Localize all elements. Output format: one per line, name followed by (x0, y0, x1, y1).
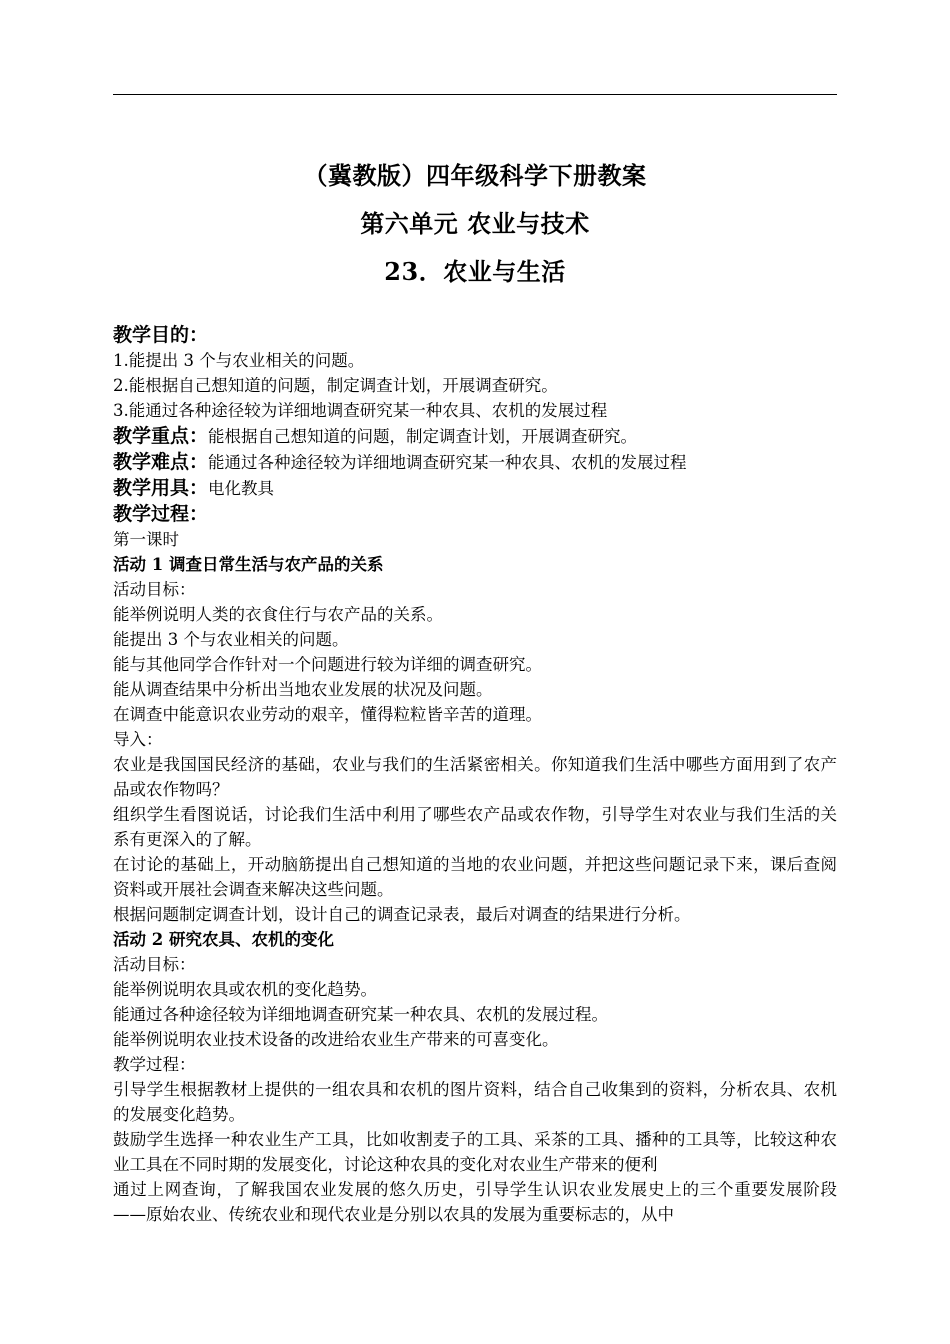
difficulty (113, 449, 837, 475)
activity1-goal: 能与其他同学合作针对一个问题进行较为详细的调查研究。 (113, 655, 542, 674)
process-heading: 教学过程： (113, 503, 209, 525)
difficulty-label: 教学难点： (113, 451, 209, 473)
intro-label: 导入： (113, 730, 163, 749)
activity1-goal: 能提出 3 个与农业相关的问题。 (113, 630, 349, 649)
activity2-goal: 能举例说明农具或农机的变化趋势。 (113, 980, 377, 999)
activity2-goal: 能通过各种途径较为详细地调查研究某一种农具、农机的发展过程。 (113, 1005, 608, 1024)
key-point-text: 能根据自己想知道的问题，制定调查计划，开展调查研究。 (208, 427, 638, 446)
objective-item: 2.能根据自己想知道的问题，制定调查计划，开展调查研究。 (113, 376, 558, 395)
activity1-goal: 能从调查结果中分析出当地农业发展的状况及问题。 (113, 680, 493, 699)
tools-label: 教学用具： (113, 477, 209, 499)
activity2-paragraph: 通过上网查询，了解我国农业发展的悠久历史，引导学生认识农业发展史上的三个重要发展阶段——原始农业、传统农业和现代农业是分别以农具的发展为重要标志的，从中 (113, 1180, 837, 1224)
objective-item: 3.能通过各种途径较为详细地调查研究某一种农具、农机的发展过程 (113, 401, 608, 420)
activity2-title: 活动 2 研究农具、农机的变化 (113, 930, 334, 949)
lesson-period-label: 第一课时 (113, 530, 179, 549)
tools-text: 电化教具 (208, 479, 275, 498)
activity1-paragraph: 在讨论的基础上，开动脑筋提出自己想知道的当地的农业问题，并把这些问题记录下来，课后查阅资料或开展社会调查来解决这些问题。 (113, 855, 837, 899)
activity1-title: 活动 1 调查日常生活与农产品的关系 (113, 555, 384, 574)
activity2-goal-label: 活动目标： (113, 955, 196, 974)
activity1-paragraph: 农业是我国国民经济的基础，农业与我们的生活紧密相关。你知道我们生活中哪些方面用到了农产品或农作物吗？ (113, 755, 837, 799)
objective-item: 1.能提出 3 个与农业相关的问题。 (113, 351, 365, 370)
difficulty-text: 能通过各种途径较为详细地调查研究某一种农具、农机的发展过程 (208, 453, 687, 472)
title-block (113, 152, 837, 296)
document-title: （冀教版）四年级科学下册教案 (303, 161, 647, 190)
lesson-title: 23．农业与生活 (384, 257, 566, 286)
activity2-process-label: 教学过程： (113, 1055, 196, 1074)
objectives-heading: 教学目的： (113, 324, 209, 346)
activity2-paragraph: 鼓励学生选择一种农业生产工具，比如收割麦子的工具、采茶的工具、播种的工具等，比较这种农业工具在不同时期的发展变化，讨论这种农具的变化对农业生产带来的便利 (113, 1130, 837, 1174)
activity2-goal: 能举例说明农业技术设备的改进给农业生产带来的可喜变化。 (113, 1030, 559, 1049)
activity1-paragraph: 组织学生看图说话，讨论我们生活中利用了哪些农产品或农作物，引导学生对农业与我们生活的关系有更深入的了解。 (113, 805, 837, 849)
teaching-tools (113, 475, 837, 501)
activity1-goal: 在调查中能意识农业劳动的艰辛，懂得粒粒皆辛苦的道理。 (113, 705, 542, 724)
activity1-goal-label: 活动目标： (113, 580, 196, 599)
document-body (113, 322, 837, 1227)
activity2-paragraph: 引导学生根据教材上提供的一组农具和农机的图片资料，结合自己收集到的资料，分析农具、农机的发展变化趋势。 (113, 1080, 837, 1124)
header-rule (113, 94, 837, 95)
activity1-paragraph: 根据问题制定调查计划，设计自己的调查记录表，最后对调查的结果进行分析。 (113, 905, 691, 924)
key-point-label: 教学重点： (113, 425, 209, 447)
key-point (113, 423, 837, 449)
activity1-goal: 能举例说明人类的衣食住行与农产品的关系。 (113, 605, 443, 624)
unit-title: 第六单元 农业与技术 (360, 209, 590, 238)
